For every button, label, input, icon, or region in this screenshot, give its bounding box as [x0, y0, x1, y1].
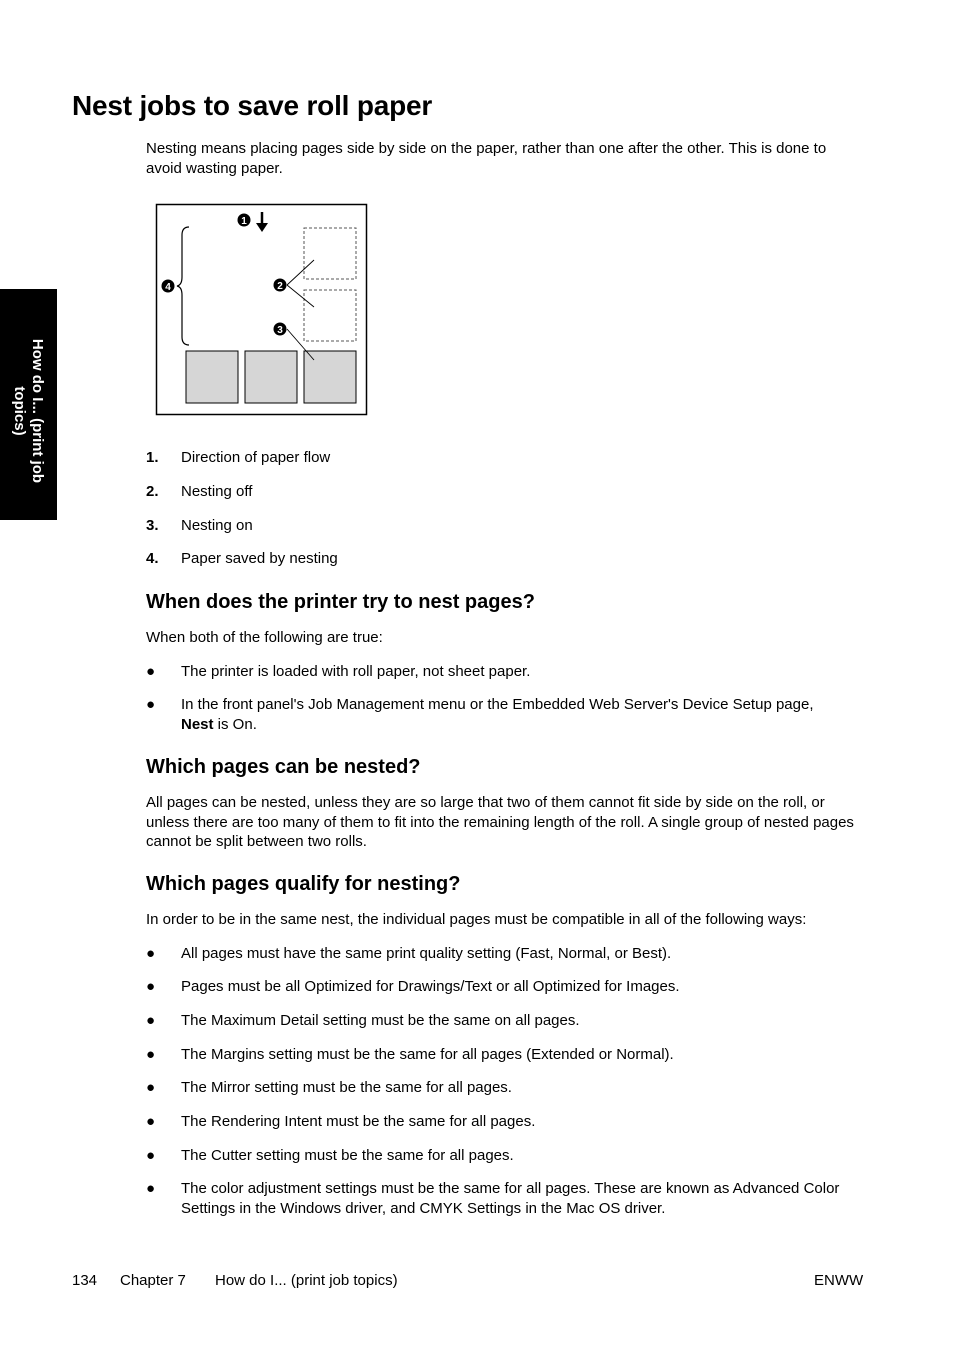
- side-tab-line-1: How do I... (print job: [29, 338, 46, 484]
- section-heading-when: When does the printer try to nest pages?: [146, 591, 535, 613]
- footer-chapter-title: How do I... (print job topics): [215, 1272, 398, 1289]
- svg-text:2: 2: [277, 281, 283, 292]
- svg-text:4: 4: [165, 282, 171, 293]
- side-tab-line-2: topics): [11, 386, 28, 436]
- intro-paragraph: Nesting means placing pages side by side on the paper, rather than one after the other. This is done to avoid wasting paper.: [146, 140, 827, 177]
- footer-chapter: Chapter 7: [120, 1272, 186, 1289]
- nested-page-1: [186, 351, 238, 403]
- svg-text:1: 1: [241, 216, 247, 227]
- nesting-diagram: [155, 203, 369, 417]
- section-heading-which-nested: Which pages can be nested?: [146, 756, 421, 778]
- section-when-lead: When both of the following are true:: [146, 629, 383, 646]
- page-title: Nest jobs to save roll paper: [72, 90, 433, 121]
- section-which-nested-body: All pages can be nested, unless they are so large that two of them cannot fit side by side on the roll, or unless there are too many of them to fit into the remaining length of the roll. A single group of nested pages cannot be split between two rolls.: [146, 794, 854, 850]
- section-heading-qualify: Which pages qualify for nesting?: [146, 873, 461, 895]
- chapter-side-tab: [0, 289, 57, 520]
- nested-page-3: [304, 351, 356, 403]
- footer-code: ENWW: [814, 1272, 864, 1289]
- side-tab-label: [10, 311, 46, 511]
- footer-page-number: 134: [72, 1272, 98, 1289]
- section-qualify-lead: In order to be in the same nest, the individual pages must be compatible in all of the following ways:: [146, 911, 807, 928]
- nested-page-2: [245, 351, 297, 403]
- svg-text:3: 3: [277, 325, 283, 336]
